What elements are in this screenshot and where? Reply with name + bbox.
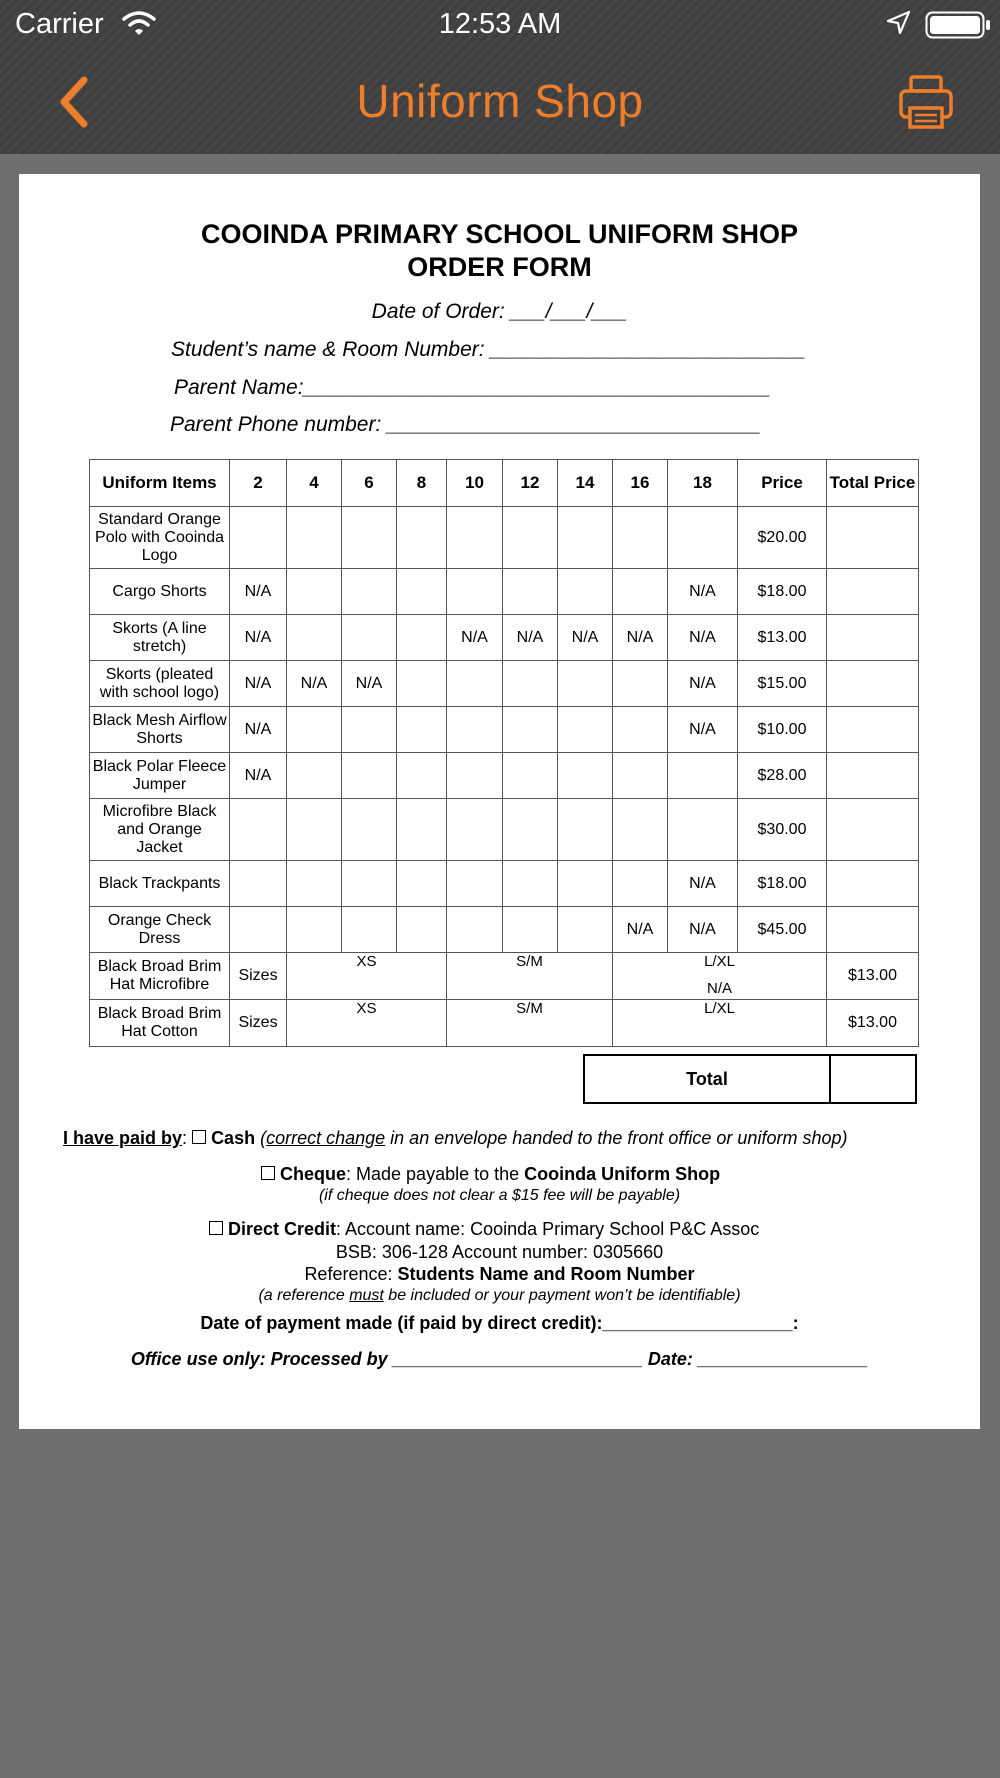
item-name: Black Polar Fleece Jumper: [90, 753, 230, 799]
parent-phone-field: Parent Phone number: ________________________________: [170, 413, 761, 436]
reference-value: Students Name and Room Number: [397, 1264, 695, 1284]
total-price-cell[interactable]: [827, 799, 919, 861]
total-price-cell[interactable]: [827, 615, 919, 661]
size-cell[interactable]: [287, 507, 342, 569]
table-row: [90, 861, 919, 907]
size-cell[interactable]: [342, 753, 397, 799]
table-row: [90, 907, 919, 953]
table-row: [90, 753, 919, 799]
ref-note-prefix: (a reference: [258, 1287, 350, 1304]
battery-icon: [925, 11, 991, 47]
column-header: 10: [447, 460, 503, 507]
hat-size-cell[interactable]: N/A: [613, 977, 827, 1000]
size-cell[interactable]: N/A: [668, 707, 738, 753]
size-cell[interactable]: N/A: [613, 615, 668, 661]
table-row: [90, 1000, 919, 1025]
item-name: Black Mesh Airflow Shorts: [90, 707, 230, 753]
size-cell[interactable]: N/A: [558, 615, 613, 661]
column-header: 4: [287, 460, 342, 507]
size-cell[interactable]: [558, 799, 613, 861]
total-price-cell[interactable]: [827, 707, 919, 753]
hat-size-cell[interactable]: [287, 1024, 447, 1047]
parent-name-field: Parent Name:________________________________________: [174, 376, 771, 399]
cheque-note: (if cheque does not clear a $15 fee will be payable): [318, 1187, 681, 1204]
total-price-cell[interactable]: [827, 753, 919, 799]
price-cell: $13.00: [827, 1000, 919, 1047]
column-header: Uniform Items: [90, 460, 230, 507]
column-header: 12: [503, 460, 558, 507]
student-name-field: Student’s name & Room Number: ___________________________: [171, 338, 806, 361]
item-name: Standard Orange Polo with Cooinda Logo: [90, 507, 230, 569]
order-form-page[interactable]: [19, 174, 980, 1429]
item-name: Orange Check Dress: [90, 907, 230, 953]
column-header: 8: [397, 460, 447, 507]
price-cell: $15.00: [738, 661, 827, 707]
form-title-line1: COOINDA PRIMARY SCHOOL UNIFORM SHOP: [200, 219, 799, 249]
hat-size-cell[interactable]: [287, 977, 447, 1000]
status-time: 12:53 AM: [438, 8, 562, 40]
size-cell[interactable]: N/A: [668, 861, 738, 907]
price-cell: $13.00: [738, 615, 827, 661]
size-cell[interactable]: [503, 707, 558, 753]
column-header: Price: [738, 460, 827, 507]
location-arrow-icon: [885, 10, 911, 44]
size-cell[interactable]: [397, 569, 447, 615]
size-cell[interactable]: [558, 753, 613, 799]
top-bar: [0, 0, 1000, 154]
sizes-label: Sizes: [230, 1000, 287, 1047]
size-cell[interactable]: [503, 507, 558, 569]
size-cell[interactable]: [503, 661, 558, 707]
reference-line: [19, 1264, 980, 1285]
size-cell[interactable]: N/A: [668, 661, 738, 707]
total-price-cell[interactable]: [827, 507, 919, 569]
size-cell[interactable]: [558, 661, 613, 707]
price-cell: $10.00: [738, 707, 827, 753]
size-cell[interactable]: [668, 753, 738, 799]
table-row: [90, 507, 919, 569]
size-cell[interactable]: [447, 507, 503, 569]
cheque-text: : Made payable to the: [346, 1164, 525, 1184]
hat-size-cell[interactable]: [447, 977, 613, 1000]
size-cell[interactable]: [613, 753, 668, 799]
size-cell[interactable]: [503, 861, 558, 907]
column-header: Total Price: [827, 460, 919, 507]
paid-by-label: I have paid by: [63, 1128, 183, 1148]
column-header: 14: [558, 460, 613, 507]
cash-label: Cash: [211, 1128, 256, 1148]
hat-size-cell[interactable]: [447, 1024, 613, 1047]
cash-underlined: correct change: [266, 1128, 386, 1148]
size-cell[interactable]: N/A: [668, 569, 738, 615]
sizes-label: Sizes: [230, 953, 287, 1000]
size-cell[interactable]: [558, 861, 613, 907]
size-cell[interactable]: N/A: [342, 661, 397, 707]
table-row: [90, 953, 919, 978]
hat-size-name: XS: [287, 1000, 447, 1025]
item-name: Black Broad Brim Hat Microfibre: [90, 953, 230, 1000]
size-cell[interactable]: [447, 569, 503, 615]
price-cell: $30.00: [738, 799, 827, 861]
table-row: [90, 615, 919, 661]
size-cell[interactable]: N/A: [447, 615, 503, 661]
size-cell[interactable]: [447, 861, 503, 907]
size-cell[interactable]: N/A: [503, 615, 558, 661]
size-cell[interactable]: N/A: [230, 661, 287, 707]
size-cell[interactable]: [342, 507, 397, 569]
price-cell: $20.00: [738, 507, 827, 569]
bsb-line: BSB: 306-128 Account number: 0305660: [335, 1242, 664, 1262]
size-cell[interactable]: [342, 907, 397, 953]
hat-size-name: L/XL: [613, 953, 827, 978]
carrier-label: Carrier: [15, 8, 104, 40]
size-cell[interactable]: [342, 861, 397, 907]
print-button[interactable]: [896, 72, 956, 132]
size-cell[interactable]: N/A: [287, 661, 342, 707]
form-title: [19, 218, 980, 284]
size-cell[interactable]: N/A: [230, 707, 287, 753]
cheque-checkbox[interactable]: [261, 1166, 275, 1180]
item-name: Black Broad Brim Hat Cotton: [90, 1000, 230, 1047]
size-cell[interactable]: N/A: [668, 907, 738, 953]
order-table: [89, 459, 919, 1047]
size-cell[interactable]: [287, 907, 342, 953]
size-cell[interactable]: [613, 661, 668, 707]
size-cell[interactable]: [503, 799, 558, 861]
size-cell[interactable]: [230, 907, 287, 953]
size-cell[interactable]: [447, 907, 503, 953]
item-name: Skorts (A line stretch): [90, 615, 230, 661]
size-cell[interactable]: N/A: [230, 569, 287, 615]
size-cell[interactable]: [447, 799, 503, 861]
hat-size-cell[interactable]: [613, 1024, 827, 1047]
table-row: [90, 661, 919, 707]
size-cell[interactable]: [668, 507, 738, 569]
payment-cheque-line: [261, 1164, 720, 1185]
size-cell[interactable]: [397, 507, 447, 569]
table-row: [90, 707, 919, 753]
column-header: 16: [613, 460, 668, 507]
direct-credit-checkbox[interactable]: [209, 1221, 223, 1235]
price-cell: $13.00: [827, 953, 919, 1000]
size-cell[interactable]: [503, 907, 558, 953]
navigation-bar: [0, 50, 1000, 154]
size-cell[interactable]: [342, 569, 397, 615]
total-price-cell[interactable]: [827, 907, 919, 953]
total-label: Total: [585, 1056, 831, 1102]
payment-direct-line: [209, 1219, 759, 1240]
size-cell[interactable]: [342, 799, 397, 861]
ref-note-suffix: be included or your payment won’t be identifiable): [383, 1287, 741, 1304]
ref-note-must: must: [349, 1287, 384, 1304]
size-cell[interactable]: [447, 661, 503, 707]
hat-size-name: XS: [287, 953, 447, 978]
size-cell[interactable]: [397, 861, 447, 907]
office-use-line: Office use only: Processed by _________________________ Date: _________________: [130, 1349, 869, 1369]
size-cell[interactable]: [613, 861, 668, 907]
item-name: Microfibre Black and Orange Jacket: [90, 799, 230, 861]
size-cell[interactable]: [287, 861, 342, 907]
price-cell: $28.00: [738, 753, 827, 799]
size-cell[interactable]: [397, 799, 447, 861]
size-cell[interactable]: [613, 707, 668, 753]
size-cell[interactable]: [397, 907, 447, 953]
size-cell[interactable]: [503, 753, 558, 799]
price-cell: $45.00: [738, 907, 827, 953]
size-cell[interactable]: [230, 861, 287, 907]
date-of-payment-line: Date of payment made (if paid by direct credit):___________________:: [200, 1313, 799, 1333]
column-header: 2: [230, 460, 287, 507]
size-cell[interactable]: N/A: [230, 615, 287, 661]
price-cell: $18.00: [738, 861, 827, 907]
size-cell[interactable]: [342, 615, 397, 661]
direct-account: : Account name: Cooinda Primary School P&C Assoc: [336, 1219, 760, 1239]
size-cell[interactable]: [613, 569, 668, 615]
cash-checkbox[interactable]: [192, 1130, 206, 1144]
size-cell[interactable]: [558, 707, 613, 753]
column-header: 6: [342, 460, 397, 507]
cash-note: in an envelope handed to the front office or uniform shop): [385, 1128, 848, 1148]
table-header-row: [90, 460, 919, 507]
total-price-cell[interactable]: [827, 661, 919, 707]
size-cell[interactable]: [287, 569, 342, 615]
direct-credit-label: Direct Credit: [228, 1219, 337, 1239]
total-price-cell[interactable]: [827, 861, 919, 907]
item-name: Black Trackpants: [90, 861, 230, 907]
size-cell[interactable]: N/A: [613, 907, 668, 953]
cheque-payee: Cooinda Uniform Shop: [524, 1164, 721, 1184]
size-cell[interactable]: [287, 799, 342, 861]
table-row: [90, 799, 919, 861]
table-row: [90, 569, 919, 615]
size-cell[interactable]: N/A: [668, 615, 738, 661]
size-cell[interactable]: [613, 507, 668, 569]
cash-prefix: (: [260, 1128, 267, 1148]
size-cell[interactable]: N/A: [230, 753, 287, 799]
payment-cash-line: I have paid by: Cash (correct change in an envelope handed to the front office or uniform shop): [63, 1128, 848, 1148]
size-cell[interactable]: [558, 507, 613, 569]
nav-title: Uniform Shop: [356, 75, 644, 127]
date-of-order-field: Date of Order: ___/___/___: [371, 300, 628, 323]
size-cell[interactable]: [397, 661, 447, 707]
hat-size-name: S/M: [447, 1000, 613, 1025]
item-name: Skorts (pleated with school logo): [90, 661, 230, 707]
size-cell[interactable]: [668, 799, 738, 861]
size-cell[interactable]: [397, 615, 447, 661]
form-title-line2: ORDER FORM: [407, 252, 592, 282]
status-bar: [0, 0, 1000, 50]
cheque-label: Cheque: [280, 1164, 347, 1184]
total-price-cell[interactable]: [827, 569, 919, 615]
price-cell: $18.00: [738, 569, 827, 615]
size-cell[interactable]: [558, 569, 613, 615]
size-cell[interactable]: [230, 507, 287, 569]
size-cell[interactable]: [558, 907, 613, 953]
size-cell[interactable]: [287, 753, 342, 799]
size-cell[interactable]: [447, 707, 503, 753]
size-cell[interactable]: [287, 615, 342, 661]
reference-label: Reference:: [304, 1264, 398, 1284]
total-box: [583, 1054, 917, 1104]
size-cell[interactable]: [397, 707, 447, 753]
size-cell[interactable]: [397, 753, 447, 799]
hat-size-name: L/XL: [613, 1000, 827, 1025]
size-cell[interactable]: [447, 753, 503, 799]
item-name: Cargo Shorts: [90, 569, 230, 615]
size-cell[interactable]: [613, 799, 668, 861]
size-cell[interactable]: [287, 707, 342, 753]
column-header: 18: [668, 460, 738, 507]
size-cell[interactable]: [230, 799, 287, 861]
hat-size-name: S/M: [447, 953, 613, 978]
size-cell[interactable]: [503, 569, 558, 615]
printer-icon: [896, 72, 956, 132]
reference-note: [19, 1287, 980, 1305]
size-cell[interactable]: [342, 707, 397, 753]
